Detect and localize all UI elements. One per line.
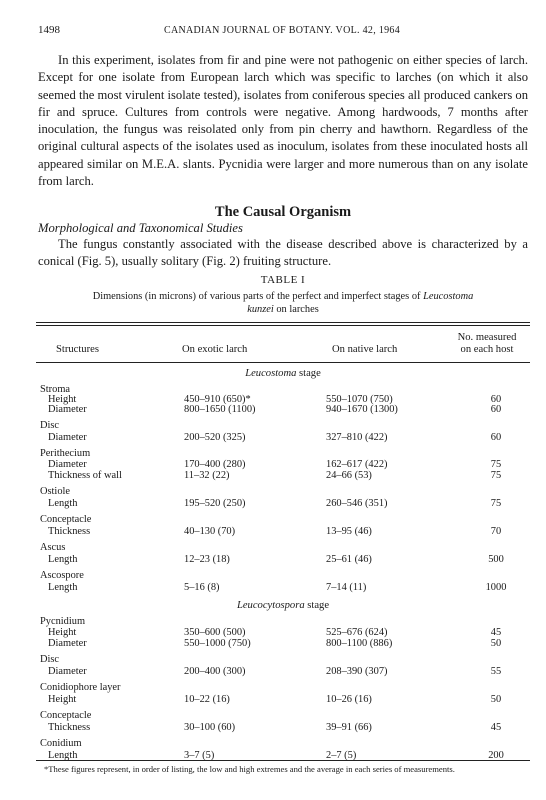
stage-heading-leucostoma: [36, 368, 530, 379]
table-group-heading: [36, 654, 530, 666]
row-native-value: 39–91 (66): [326, 722, 372, 733]
row-exotic-value: 550–1000 (750): [184, 638, 251, 649]
row-exotic-value: 12–23 (18): [184, 554, 230, 565]
table-title: TABLE I: [260, 274, 306, 286]
header-native: On native larch: [332, 344, 398, 355]
row-count: 500: [488, 554, 504, 565]
row-structure: Height: [48, 694, 77, 705]
row-count: 45: [490, 627, 502, 638]
row-exotic-value: 350–600 (500): [184, 627, 246, 638]
table-row: [36, 526, 530, 538]
table-row: [36, 498, 530, 510]
header-measured-line2: on each host: [460, 344, 514, 355]
row-native-value: 2–7 (5): [326, 750, 357, 761]
row-exotic-value: 450–910 (650)*: [184, 394, 251, 405]
row-native-value: 208–390 (307): [326, 666, 388, 677]
row-native-value: 525–676 (624): [326, 627, 388, 638]
row-structure: Diameter: [48, 666, 87, 677]
stage-suffix: stage: [304, 600, 330, 611]
table-group-heading: [36, 514, 530, 526]
table-group-heading: [36, 486, 530, 498]
row-structure: Disc: [40, 420, 60, 431]
row-native-value: 800–1100 (886): [326, 638, 393, 649]
header-measured: [444, 332, 530, 356]
stage-genus: Leucostoma: [245, 368, 297, 379]
row-structure: Diameter: [48, 638, 87, 649]
table-group-heading: [36, 420, 530, 432]
caption-text: Dimensions (in microns) of various parts of the perfect and imperfect stages of: [92, 291, 424, 302]
body-paragraph-1: In this experiment, isolates from fir and pine were not pathogenic on either species of larch. Except for one isolate from European larch which was specific to larches (on which it also seemed the most virulent isolate tested), isolates from coniferous species all produced cankers on fir and spruce. Cultures from controls were negative. Among hardwoods, 7 months after inoculation, the fungus was reisolated only from pin cherry and hawthorn. Regardless of the original cultural aspects of the isolates used as inoculum, isolates from these inoculated hosts all appeared similar on M.E.A. slants. Pycnidia were larger and more numerous than on any isolate from larch.: [38, 53, 528, 189]
table-group-heading: [36, 542, 530, 554]
row-native-value: 940–1670 (1300): [326, 404, 398, 415]
table-header: [36, 328, 530, 362]
row-exotic-value: 40–130 (70): [184, 526, 236, 537]
table-caption: [36, 290, 530, 316]
body-paragraph-2: The fungus constantly associated with the disease described above is characterized by a conical (Fig. 5), usually solitary (Fig. 2) fruiting structure.: [38, 237, 528, 269]
row-structure: Ostiole: [40, 486, 71, 497]
row-structure: Ascospore: [40, 570, 84, 581]
table-row: [36, 470, 530, 482]
stage-heading-leucocytospora: [36, 600, 530, 611]
header-measured-line1: No. measured: [457, 332, 517, 343]
table-bottom-rule: [36, 760, 530, 761]
row-structure: Perithecium: [40, 448, 91, 459]
row-count: 60: [490, 394, 502, 405]
caption-species: kunzei: [247, 304, 274, 315]
table-row: [36, 722, 530, 734]
row-structure: Thickness of wall: [48, 470, 122, 481]
row-structure: Conceptacle: [40, 710, 92, 721]
row-structure: Height: [48, 627, 77, 638]
table-top-rule-1: [36, 322, 530, 323]
table-row: [36, 638, 530, 650]
table-group-heading: [36, 710, 530, 722]
stage-genus: Leucocytospora: [236, 600, 305, 611]
row-count: 45: [490, 722, 502, 733]
table-group-heading: [36, 682, 530, 694]
table-top-rule-2: [36, 325, 530, 326]
row-exotic-value: 30–100 (60): [184, 722, 236, 733]
row-structure: Stroma: [40, 384, 71, 395]
table-header-rule: [36, 362, 530, 363]
stage-suffix: stage: [296, 368, 321, 379]
subheading: Morphological and Taxonomical Studies: [38, 221, 243, 235]
caption-tail: on larches: [273, 304, 319, 315]
row-structure: Thickness: [48, 526, 91, 537]
section-title: The Causal Organism: [214, 204, 352, 220]
row-count: 75: [490, 459, 502, 470]
table-row: [36, 694, 530, 706]
row-count: 75: [490, 470, 502, 481]
journal-title: CANADIAN JOURNAL OF BOTANY. VOL. 42, 1964: [163, 25, 401, 36]
row-count: 200: [488, 750, 504, 761]
row-exotic-value: 200–520 (325): [184, 432, 246, 443]
row-native-value: 25–61 (46): [326, 554, 372, 565]
header-exotic: On exotic larch: [182, 344, 248, 355]
row-exotic-value: 170–400 (280): [184, 459, 246, 470]
row-structure: Conidiophore layer: [40, 682, 121, 693]
table-row: [36, 554, 530, 566]
row-structure: Diameter: [48, 404, 87, 415]
row-structure: Disc: [40, 654, 60, 665]
row-structure: Thickness: [48, 722, 91, 733]
table-group-heading: [36, 570, 530, 582]
row-native-value: 260–546 (351): [326, 498, 388, 509]
row-exotic-value: 11–32 (22): [184, 470, 230, 481]
page-number: 1498: [38, 24, 60, 36]
row-exotic-value: 200–400 (300): [184, 666, 246, 677]
table-row: [36, 404, 530, 416]
row-native-value: 10–26 (16): [326, 694, 372, 705]
row-count: 60: [490, 404, 502, 415]
row-native-value: 550–1070 (750): [326, 394, 393, 405]
caption-genus: Leucostoma: [423, 291, 474, 302]
row-count: 50: [490, 694, 502, 705]
row-exotic-value: 5–16 (8): [184, 582, 220, 593]
row-structure: Conceptacle: [40, 514, 92, 525]
row-structure: Length: [48, 554, 78, 565]
row-native-value: 7–14 (11): [326, 582, 367, 593]
row-native-value: 327–810 (422): [326, 432, 388, 443]
table-footnote: *These figures represent, in order of listing, the low and high extremes and the average in each series of measurements.: [44, 764, 455, 774]
row-count: 70: [490, 526, 502, 537]
row-exotic-value: 3–7 (5): [184, 750, 215, 761]
row-structure: Diameter: [48, 459, 87, 470]
running-header: [38, 24, 526, 38]
row-native-value: 162–617 (422): [326, 459, 388, 470]
row-count: 50: [490, 638, 502, 649]
row-structure: Conidium: [40, 738, 82, 749]
row-structure: Height: [48, 394, 77, 405]
row-exotic-value: 195–520 (250): [184, 498, 246, 509]
row-structure: Ascus: [40, 542, 66, 553]
row-structure: Diameter: [48, 432, 87, 443]
row-structure: Length: [48, 750, 78, 761]
row-native-value: 13–95 (46): [326, 526, 372, 537]
row-exotic-value: 800–1650 (1100): [184, 404, 256, 415]
table-row: [36, 666, 530, 678]
table-group-heading: [36, 738, 530, 750]
table-row: [36, 432, 530, 444]
table-row: [36, 582, 530, 594]
header-structures: Structures: [56, 344, 99, 355]
row-exotic-value: 10–22 (16): [184, 694, 230, 705]
row-structure: Pycnidium: [40, 616, 86, 627]
row-count: 60: [490, 432, 502, 443]
row-structure: Length: [48, 498, 78, 509]
row-native-value: 24–66 (53): [326, 470, 372, 481]
row-structure: Length: [48, 582, 78, 593]
row-count: 1000: [485, 582, 507, 593]
row-count: 55: [490, 666, 502, 677]
row-count: 75: [490, 498, 502, 509]
